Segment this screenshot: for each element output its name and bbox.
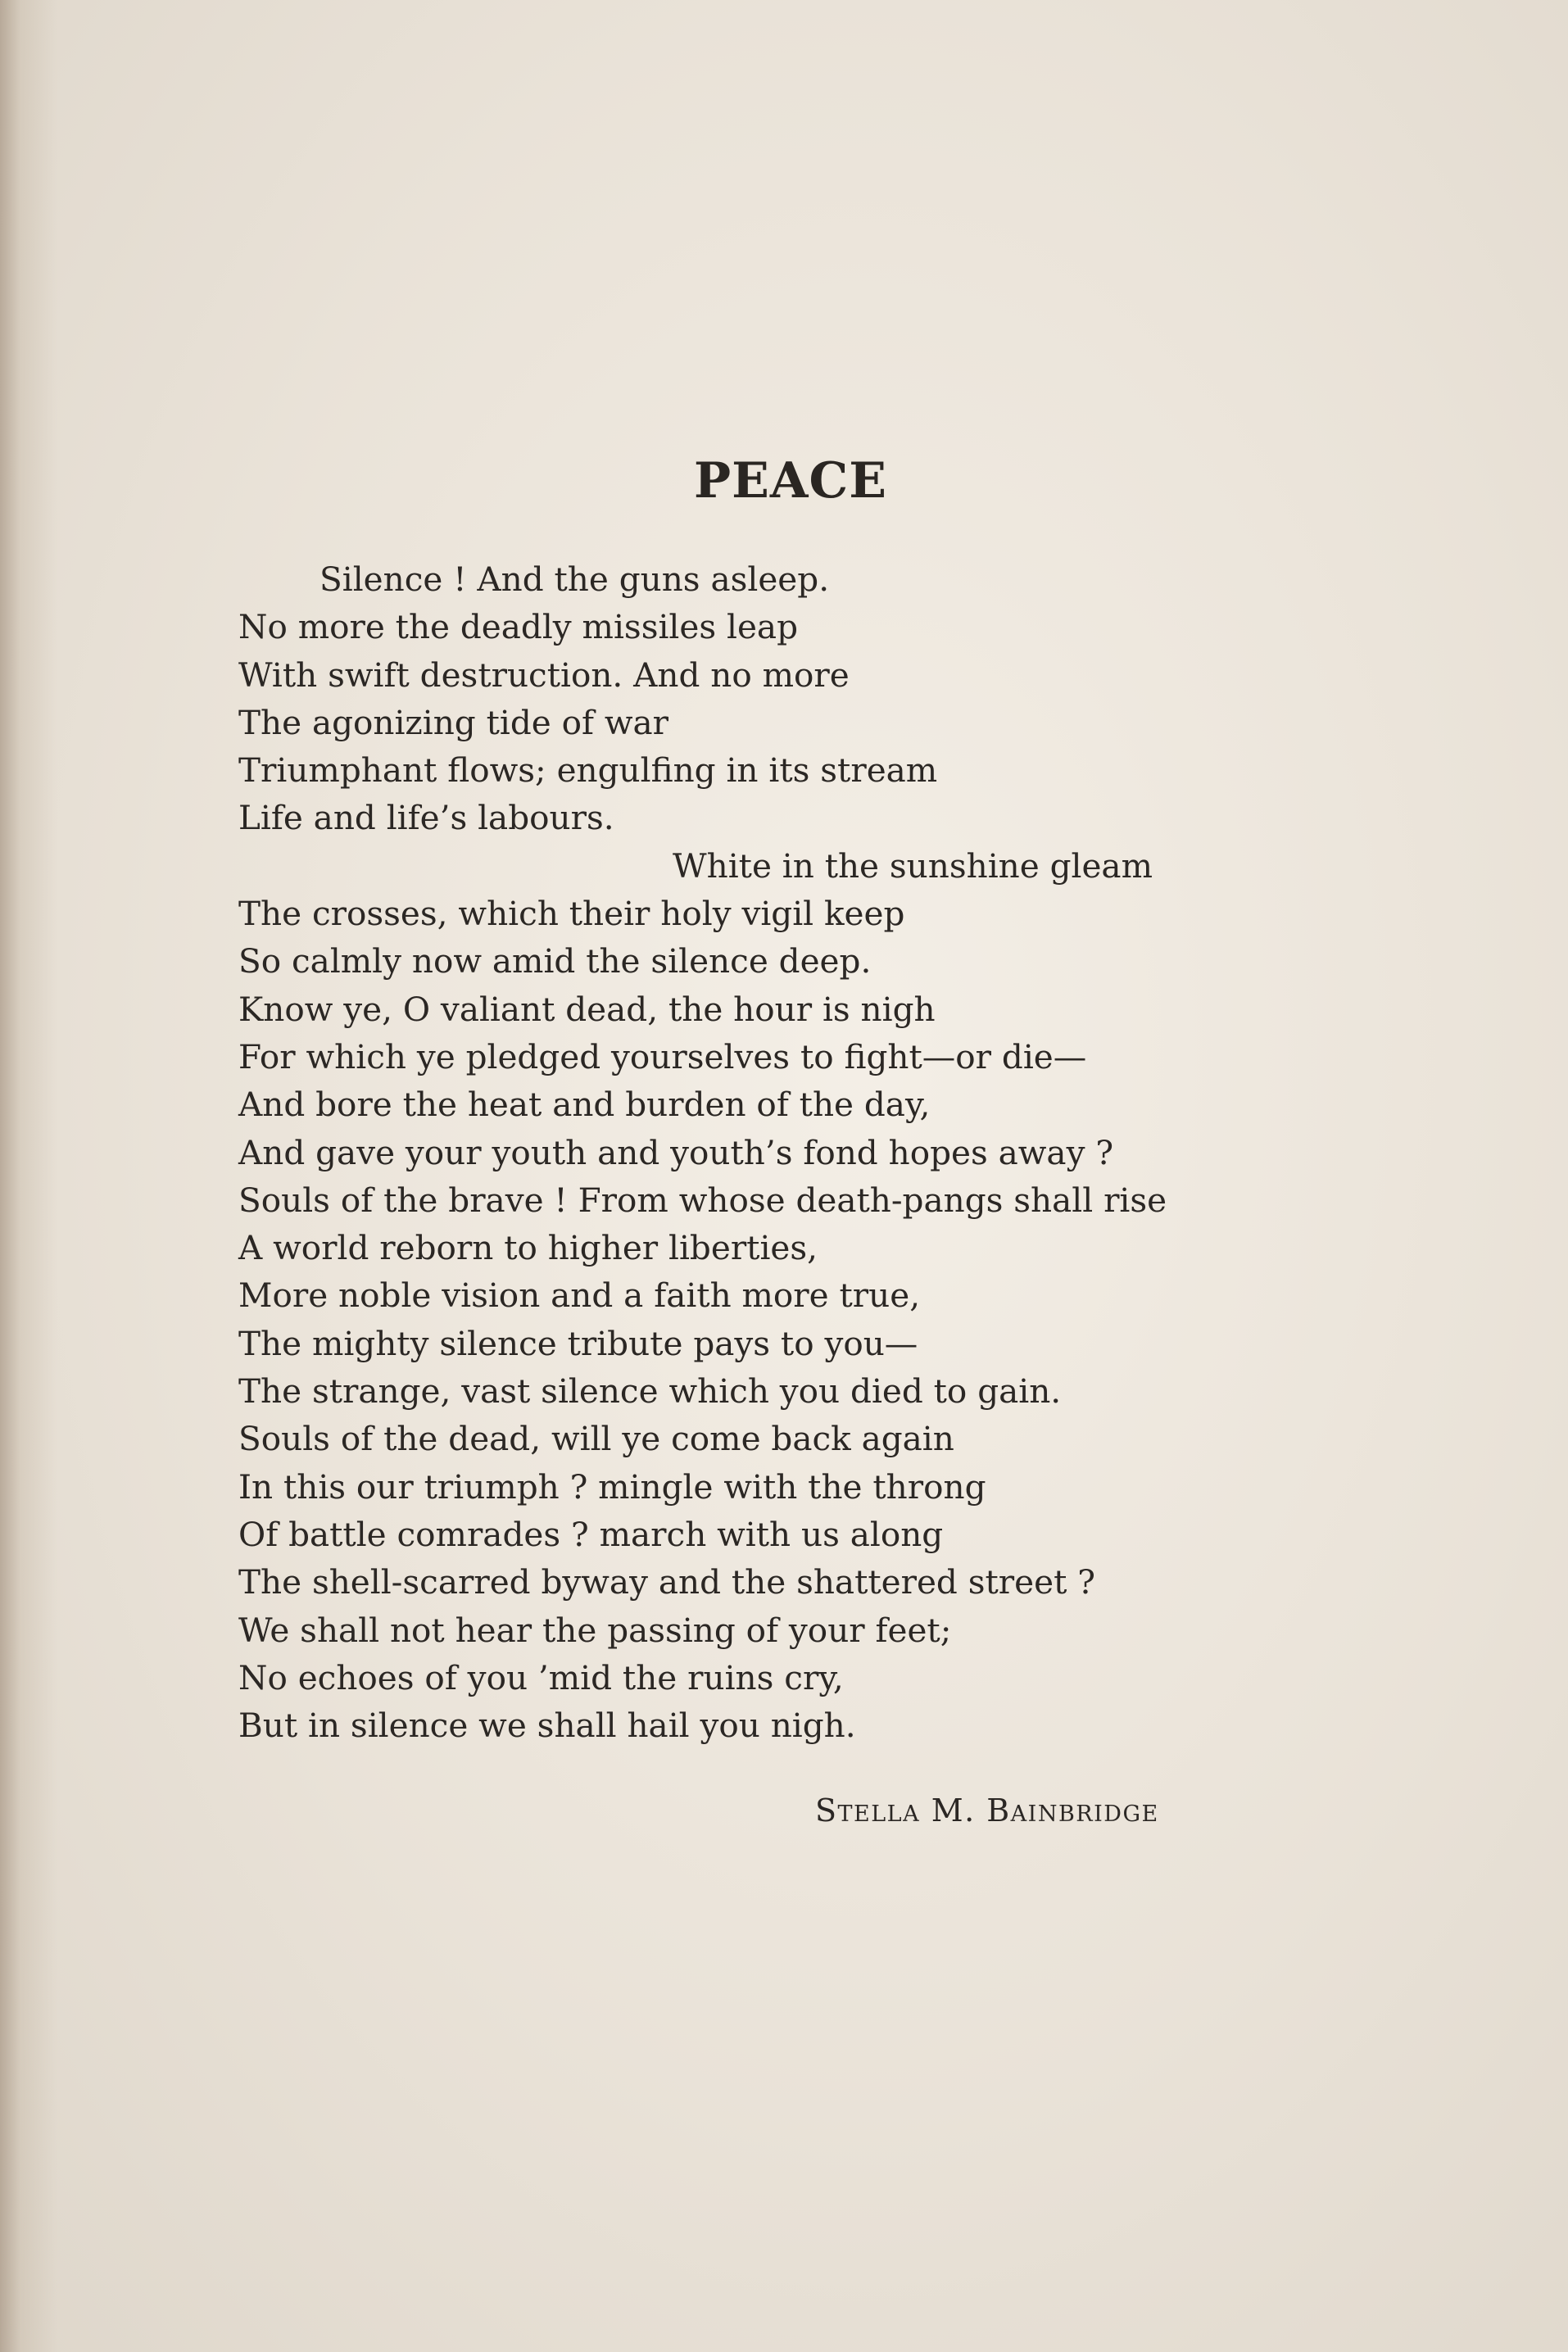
poem-line: The shell-scarred byway and the shattered street ? xyxy=(238,1562,1095,1602)
poem-line: And bore the heat and burden of the day, xyxy=(238,1085,931,1125)
poem-line: The strange, vast silence which you died to gain. xyxy=(238,1371,1062,1412)
poem-line: We shall not hear the passing of your feet; xyxy=(238,1610,952,1650)
poem-line: Silence ! And the guns asleep. xyxy=(319,560,830,599)
poem-line: And gave your youth and youth’s fond hopes away ? xyxy=(238,1132,1114,1172)
poem-line: Of battle comrades ? march with us along xyxy=(238,1514,944,1554)
poem-line: Triumphant flows; engulfing in its stream xyxy=(238,750,938,791)
poem-line: With swift destruction. And no more xyxy=(238,655,850,695)
poem-line: But in silence we shall hail you nigh. xyxy=(238,1706,856,1746)
poem-body xyxy=(238,555,1167,1749)
poem-line: The agonizing tide of war xyxy=(238,702,669,742)
poem-line: No more the deadly missiles leap xyxy=(238,607,799,647)
poem-line: White in the sunshine gleam xyxy=(673,845,1153,886)
poem-line: The crosses, which their holy vigil keep xyxy=(238,894,905,934)
poem-author: Stella M. Bainbridge xyxy=(815,1792,1159,1829)
poem-line: No echoes of you ’mid the ruins cry, xyxy=(238,1657,844,1697)
poem-line: Souls of the dead, will ye come back again xyxy=(238,1419,954,1459)
poem-line: The mighty silence tribute pays to you— xyxy=(238,1323,918,1363)
poem-line: For which ye pledged yourselves to fight—or die— xyxy=(238,1036,1087,1076)
poem-line: Know ye, O valiant dead, the hour is nigh xyxy=(238,989,936,1029)
poem-line: A world reborn to higher liberties, xyxy=(238,1228,818,1268)
poem-line: Souls of the brave ! From whose death-pangs shall rise xyxy=(238,1180,1167,1220)
poem-title: PEACE xyxy=(694,452,887,510)
poem-line: In this our triumph ? mingle with the throng xyxy=(238,1466,986,1507)
poem-line: More noble vision and a faith more true, xyxy=(238,1276,921,1316)
poem-line: So calmly now amid the silence deep. xyxy=(238,941,872,981)
poem-line: Life and life’s labours. xyxy=(238,798,614,838)
